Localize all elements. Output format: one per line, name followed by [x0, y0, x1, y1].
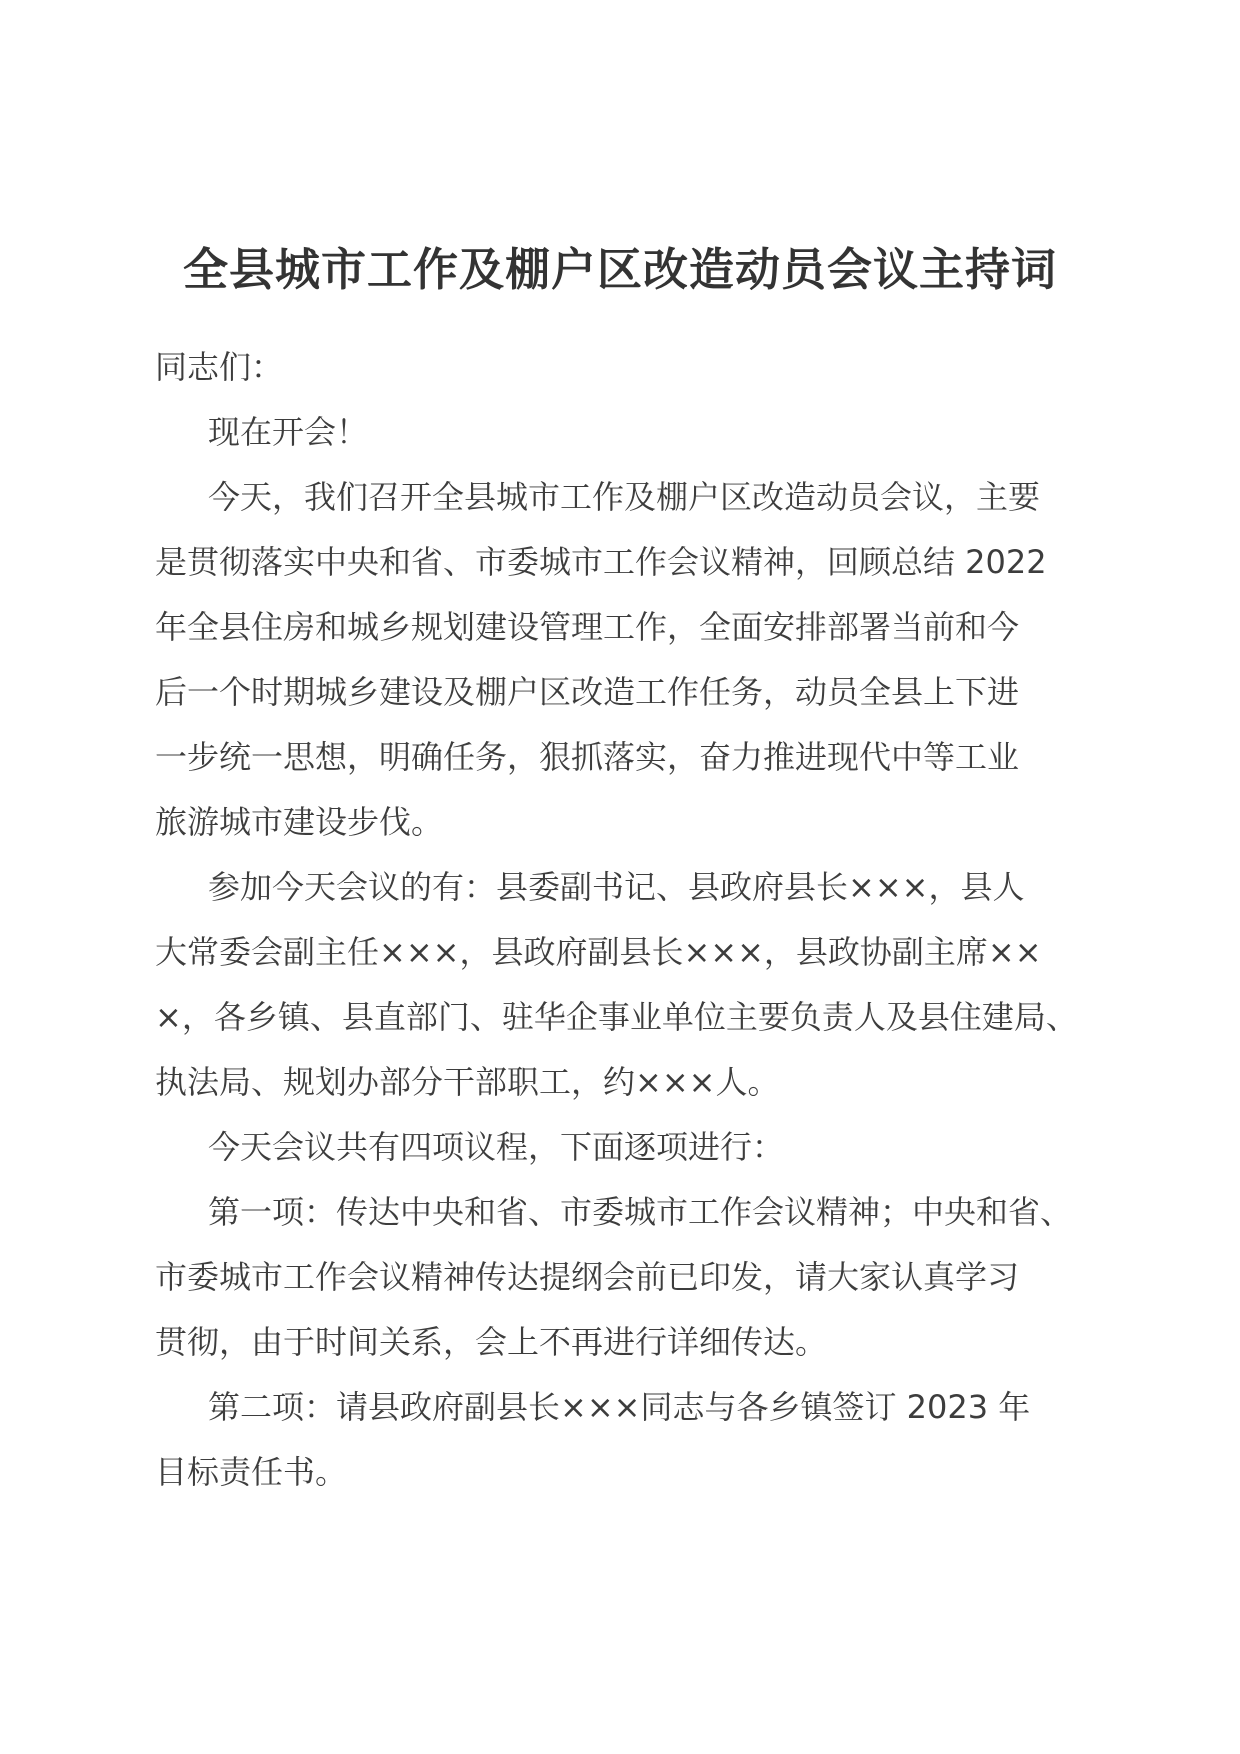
- text-line: 现在开会！: [208, 413, 369, 451]
- text-line: 年全县住房和城乡规划建设管理工作，全面安排部署当前和今: [155, 608, 1020, 646]
- document-title: 全县城市工作及棚户区改造动员会议主持词: [182, 243, 1057, 296]
- text-line: 一步统一思想，明确任务，狠抓落实，奋力推进现代中等工业: [155, 738, 1020, 776]
- text-line: 今天会议共有四项议程，下面逐项进行：: [208, 1128, 785, 1166]
- text-line: 贯彻，由于时间关系，会上不再进行详细传达。: [155, 1323, 828, 1361]
- text-line: 第二项：请县政府副县长×××同志与各乡镇签订 2023 年: [208, 1388, 1031, 1426]
- text-line: 今天，我们召开全县城市工作及棚户区改造动员会议，主要: [208, 478, 1041, 516]
- text-line: 旅游城市建设步伐。: [155, 803, 444, 841]
- text-line: 参加今天会议的有：县委副书记、县政府县长×××，县人: [208, 868, 1025, 906]
- text-line: 后一个时期城乡建设及棚户区改造工作任务，动员全县上下进: [155, 673, 1020, 711]
- text-line: 是贯彻落实中央和省、市委城市工作会议精神，回顾总结 2022: [155, 543, 1047, 581]
- text-line: ×，各乡镇、县直部门、驻华企事业单位主要负责人及县住建局、: [155, 998, 1078, 1036]
- text-line: 大常委会副主任×××，县政府副县长×××，县政协副主席××: [155, 933, 1042, 971]
- text-line: 目标责任书。: [155, 1453, 348, 1491]
- text-line: 第一项：传达中央和省、市委城市工作会议精神；中央和省、: [208, 1193, 1073, 1231]
- document-body: [155, 335, 1095, 1505]
- text-line: 市委城市工作会议精神传达提纲会前已印发，请大家认真学习: [155, 1258, 1020, 1296]
- text-line: 同志们：: [155, 348, 284, 386]
- text-line: 执法局、规划办部分干部职工，约×××人。: [155, 1063, 780, 1101]
